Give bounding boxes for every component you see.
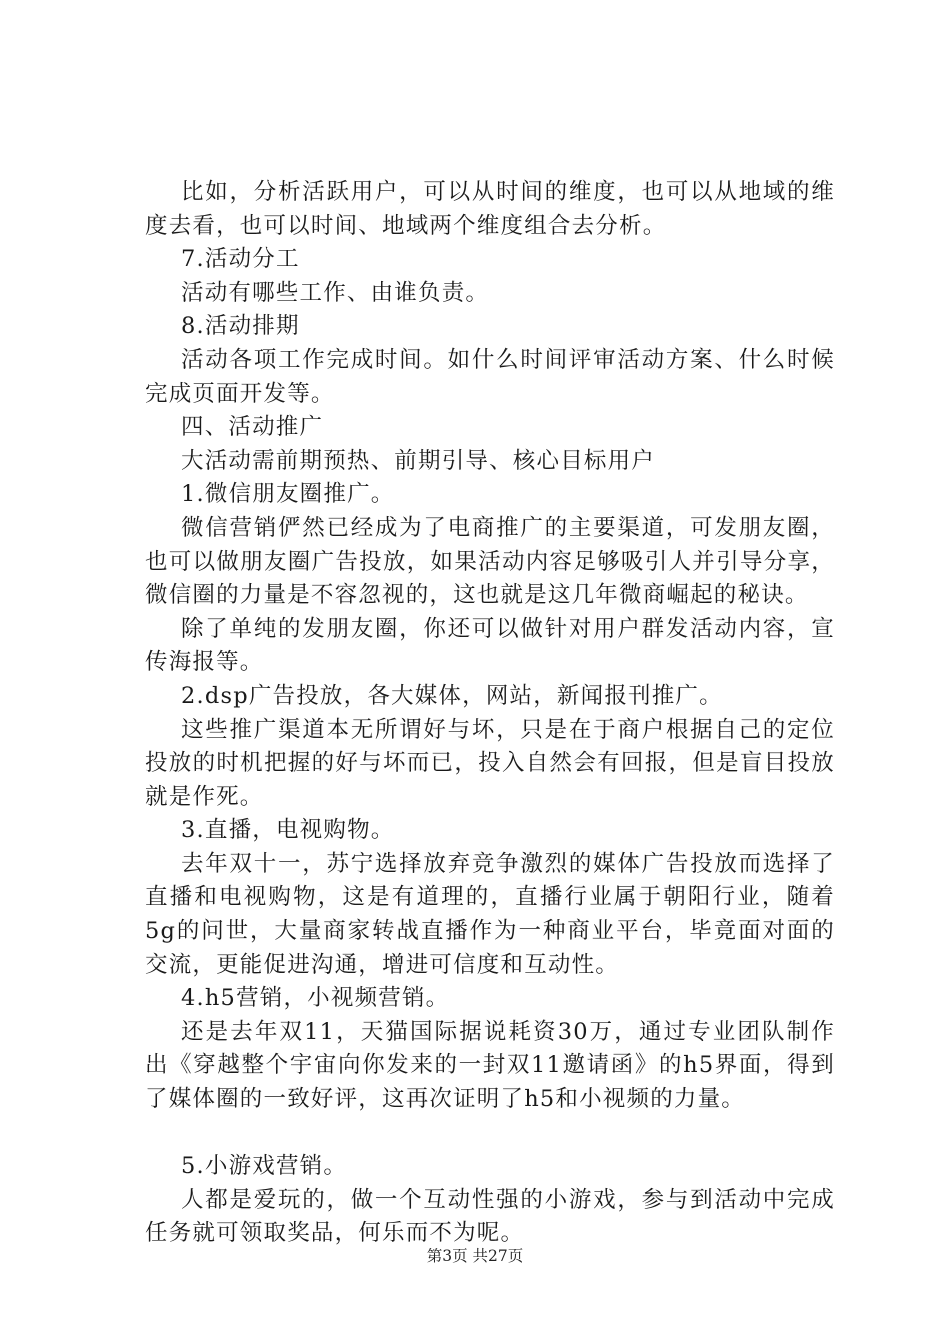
section-heading: 1.微信朋友圈推广。 xyxy=(181,481,395,508)
paragraph: 大活动需前期预热、前期引导、核心目标用户 xyxy=(181,447,656,474)
paragraph: 活动各项工作完成时间。如什么时间评审活动方案、什么时候完成页面开发等。 xyxy=(145,346,835,407)
paragraph: 这些推广渠道本无所谓好与坏，只是在于商户根据自己的定位投放的时机把握的好与坏而已，投入自然会有回报，但是盲目投放就是作死。 xyxy=(145,716,835,810)
paragraph: 活动有哪些工作、由谁负责。 xyxy=(181,279,490,306)
section-heading: 5.小游戏营销。 xyxy=(181,1153,348,1180)
section-heading: 3.直播，电视购物。 xyxy=(181,817,395,844)
section-heading: 2.dsp广告投放，各大媒体，网站，新闻报刊推广。 xyxy=(181,682,723,709)
body-text xyxy=(145,176,835,1251)
page-footer: 第3页 共27页 xyxy=(426,1247,524,1265)
paragraph: 除了单纯的发朋友圈，你还可以做针对用户群发活动内容，宣传海报等。 xyxy=(145,615,835,676)
paragraph: 微信营销俨然已经成为了电商推广的主要渠道，可发朋友圈，也可以做朋友圈广告投放，如果活动内容足够吸引人并引导分享，微信圈的力量是不容忽视的，这也就是这几年微商崛起的秘诀。 xyxy=(145,514,835,609)
paragraph: 人都是爱玩的，做一个互动性强的小游戏，参与到活动中完成任务就可领取奖品，何乐而不为呢。 xyxy=(145,1186,835,1247)
section-heading: 四、活动推广 xyxy=(181,414,324,441)
section-heading: 4.h5营销，小视频营销。 xyxy=(181,985,450,1012)
blank-line xyxy=(145,1117,835,1151)
paragraph: 还是去年双11，天猫国际据说耗资30万，通过专业团队制作出《穿越整个宇宙向你发来的一封双11邀请函》的h5界面，得到了媒体圈的一致好评，这再次证明了h5和小视频的力量。 xyxy=(145,1018,835,1113)
paragraph: 去年双十一，苏宁选择放弃竞争激烈的媒体广告投放而选择了直播和电视购物，这是有道理的，直播行业属于朝阳行业，随着5g的问世，大量商家转战直播作为一种商业平台，毕竟面对面的交流，更能促进沟通，增进可信度和互动性。 xyxy=(145,850,835,978)
section-heading: 7.活动分工 xyxy=(181,246,300,273)
paragraph: 比如，分析活跃用户，可以从时间的维度，也可以从地域的维度去看，也可以时间、地域两个维度组合去分析。 xyxy=(145,179,835,239)
section-heading: 8.活动排期 xyxy=(181,313,300,340)
